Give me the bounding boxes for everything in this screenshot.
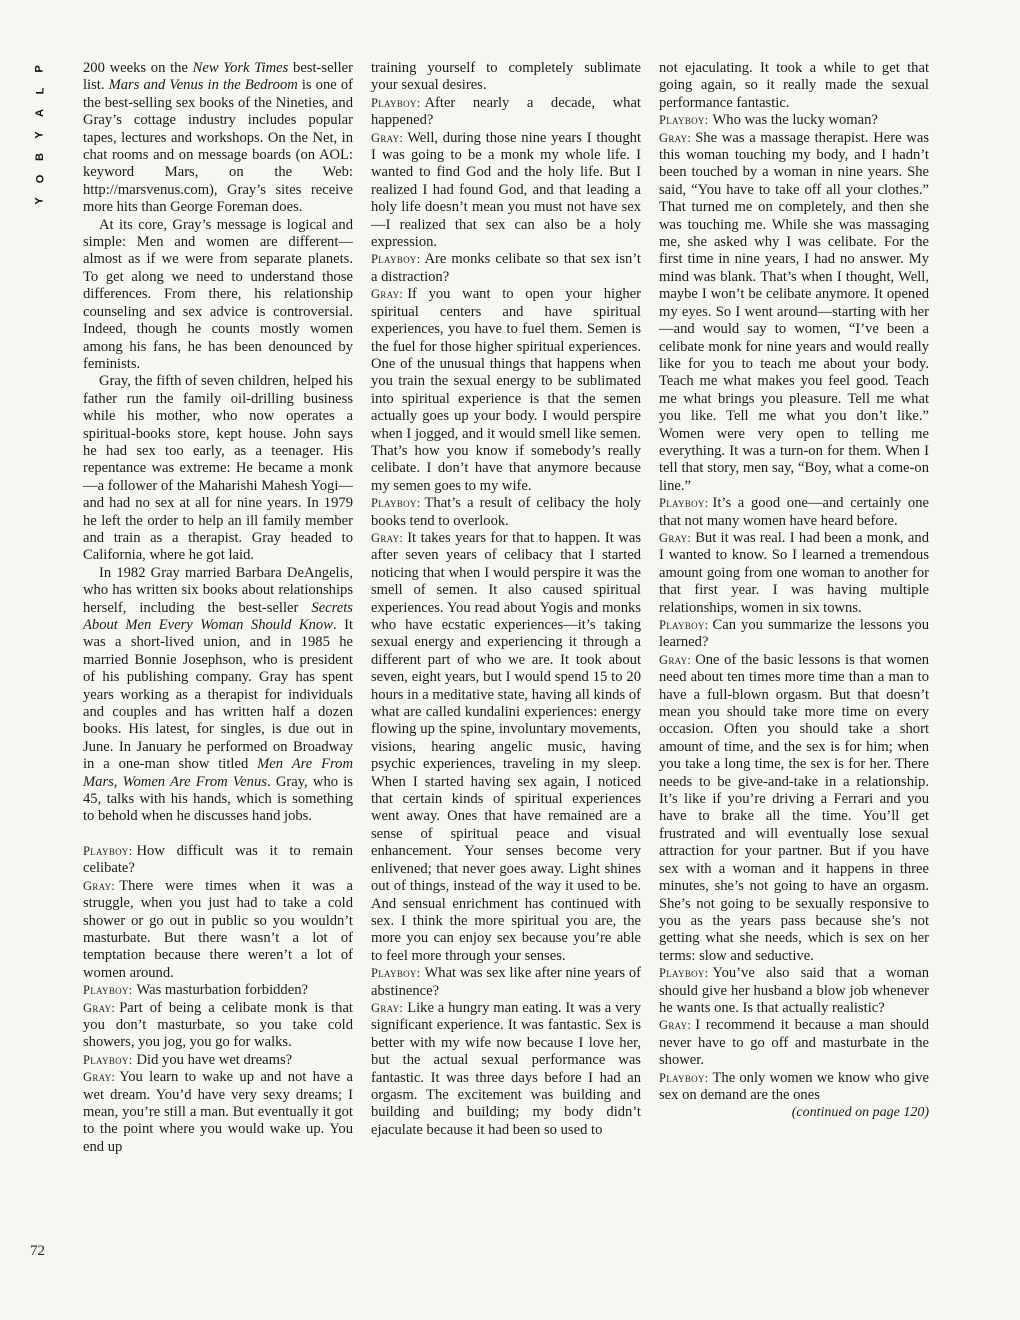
speaker-text: It’s a good one—and certainly one that not many women have heard before. (659, 495, 929, 529)
masthead-vertical (27, 58, 53, 212)
interview-line (659, 617, 929, 652)
interview-line (659, 1017, 929, 1069)
column-2 (371, 60, 641, 1139)
masthead-letter: Y (34, 131, 46, 139)
text-run: In 1982 Gray married Barbara DeAngelis, who has written six books about relationships herself, including the best-seller (83, 564, 353, 616)
speaker-label: Playboy: (659, 618, 709, 632)
interview-line (659, 965, 929, 1017)
interview-line (83, 878, 353, 982)
speaker-text: Did you have wet dreams? (136, 1051, 293, 1068)
speaker-text: Was masturbation forbidden? (136, 982, 308, 999)
interview-line (659, 495, 929, 530)
speaker-text: That’s a result of celibacy the holy books tend to overlook. (371, 495, 641, 529)
speaker-label: Playboy: (83, 1052, 133, 1067)
speaker-label: Playboy: (371, 252, 421, 267)
interview-line (371, 965, 641, 1000)
speaker-label: Gray: (83, 878, 116, 893)
column-2-lead: training yourself to completely sublimate your sexual desires. (371, 60, 641, 94)
intro-paragraph-4 (83, 565, 353, 826)
speaker-text: Well, during those nine years I thought I was going to be a monk my whole life. I wanted to find God and the holy life. But I realized I had found God, and that leading a holy life doesn’t mean you must not have sex—I realized that sex can also be a holy expression. (371, 129, 641, 251)
speaker-text: You learn to wake up and not have a wet dream. You’d have very sexy dreams; I mean, you’re still a man. But eventually it got to the point where you would wake up. You end up (83, 1069, 353, 1155)
masthead-letter: P (34, 65, 46, 73)
speaker-label: Playboy: (659, 966, 709, 981)
intro-paragraph-2 (83, 217, 353, 374)
interview-block-1 (83, 843, 353, 1156)
speaker-text: She was a massage therapist. Here was this woman touching my body, and I hadn’t been touched by a woman in nine years. She said, “You have to take off all your clothes.” That turned me on completely, and then she was touching me. While she was massaging me, she asked why I was celibate. For the first time in nine years, I had no answer. My mind was blank. That’s when I thought, Well, maybe I won’t be celibate anymore. It opened my eyes. So I went around—starting with her—and would say to women, “I’ve been a celibate monk for nine years and would really like for you to teach me about your body. Teach me what makes you feel good. Teach me what brings you pleasure. Tell me what you like. Tell me what you don’t like.” Women were very open to telling me everything. It was a turn-on for them. When I tell that story, men say, “Boy, what a come-on line.” (659, 129, 929, 494)
text-run: is one of the best-selling sex books of the Nineties, and Gray’s cottage industry includes popular tapes, lectures and workshops. On the Net, in chat rooms and on message boards (on AOL: keyword Mars, on the Web: http://marsvenus.com), Gray’s sites receive more hits than George Foreman does. (83, 77, 353, 216)
masthead-letter: Y (34, 197, 46, 205)
speaker-label: Gray: (371, 530, 404, 545)
speaker-label: Playboy: (83, 843, 133, 858)
speaker-label: Gray: (371, 130, 404, 145)
masthead-letter: O (34, 174, 46, 184)
interview-line (83, 1000, 353, 1052)
interview-line (659, 1070, 929, 1105)
speaker-text: Part of being a celibate monk is that you don’t masturbate, so you take cold showers, you jog, you go for walks. (83, 999, 353, 1051)
speaker-label: Gray: (83, 1000, 116, 1015)
speaker-text: You’ve also said that a woman should give her husband a blow job whenever he wants one. Is that actually realistic? (659, 965, 929, 1016)
text-run: best-seller list. (83, 60, 353, 94)
masthead-letter: A (33, 109, 46, 117)
speaker-text: Can you summarize the lessons you learned? (659, 617, 929, 651)
interview-line (83, 843, 353, 878)
speaker-label: Playboy: (83, 983, 133, 998)
speaker-text: After nearly a decade, what happened? (371, 94, 641, 129)
speaker-text: Like a hungry man eating. It was a very significant experience. It was fantastic. Sex is better with my wife now because I love her, but the actual sexual performance was fantastic. It was three days before I had an orgasm. The excitement was building and building and building; my body didn’t ejaculate because it had been so used to (371, 999, 641, 1138)
speaker-text: If you want to open your higher spiritual centers and have spiritual experiences, you have to fuel them. Semen is the fuel for those higher spiritual experiences. One of the unusual things that happens when you train the sexual energy to be sublimated into spiritual experience is that the semen actually goes up your body. I would perspire when I jogged, and it would smell like semen. That’s how you know if somebody’s really celibate. I don’t have that anymore because my semen goes to my wife. (371, 286, 641, 494)
italic-title: New York Times (192, 60, 289, 76)
speaker-text: One of the basic lessons is that women need about ten times more time than a man to have a full-blown orgasm. But that doesn’t mean you should take more time on every occasion. Often you should take a short amount of time, and the sex is for him; when you take a long time, the sex is for her. There needs to be give-and-take in a relationship. It’s like if you’re driving a Ferrari and you have to brake all the time. You’ll get frustrated and will eventually lose sexual attraction for your partner. But if you have sex with a woman and it happens in three minutes, she’s not going to have an orgasm. She’s not going to be sexually responsive to you as the years pass because she’s not getting what she needs, which is sex on her terms: slow and seductive. (659, 651, 929, 964)
intro-paragraph-1 (83, 60, 353, 217)
column-3 (659, 60, 929, 1122)
interview-line (371, 530, 641, 965)
speaker-label: Gray: (659, 530, 692, 545)
speaker-text: What was sex like after nine years of abstinence? (371, 965, 641, 999)
interview-line (659, 112, 929, 129)
speaker-text: Who was the lucky woman? (712, 112, 878, 129)
speaker-label: Gray: (371, 1000, 404, 1015)
speaker-label: Gray: (659, 130, 692, 145)
speaker-label: Gray: (659, 652, 692, 667)
speaker-text: There were times when it was a struggle, when you just had to take a cold shower or go out in public so you wouldn’t masturbate. But there wasn’t a lot of temptation because there weren’t a lot of women around. (83, 877, 353, 981)
page-number: 72 (30, 1243, 45, 1259)
interview-line (659, 530, 929, 617)
speaker-label: Playboy: (371, 95, 421, 110)
text-run: Gray, the fifth of seven children, helped his father run the family oil-drilling business while his mother, who now operates a spiritual-books store, kept house. John says he had sex too early, as a teenager. His repentance was extreme: He became a monk—a follower of the Maharishi Mahesh Yogi—and had no sex at all for nine years. In 1979 he left the order to help an ill family member and train as a therapist. Gray headed to California, where he got laid. (83, 373, 353, 564)
interview-line (371, 251, 641, 286)
interview-line (371, 1000, 641, 1139)
speaker-label: Playboy: (371, 966, 421, 981)
column-3-lead: not ejaculating. It took a while to get that going again, so it really made the sexual performance fantastic. (659, 60, 929, 111)
speaker-label: Gray: (371, 287, 404, 302)
column-1 (83, 60, 353, 1156)
italic-title: Secrets About Men Every Woman Should Know (83, 599, 353, 633)
masthead-letter: L (33, 87, 46, 95)
interview-block-3 (659, 112, 929, 1104)
text-run: 200 weeks on the (83, 60, 193, 76)
speaker-text: Are monks celibate so that sex isn’t a distraction? (371, 251, 641, 285)
speaker-text: I recommend it because a man should never have to go off and masturbate in the shower. (659, 1017, 929, 1069)
text-run: At its core, Gray’s message is logical and simple: Men and women are different—almost as if we were from separate planets. To get along we need to understand those differences. From there, his relationship counseling and sex advice is controversial. Indeed, though he counts mostly women among his fans, he has been denounced by feminists. (83, 216, 353, 372)
speaker-label: Playboy: (659, 1070, 709, 1085)
continued-note: (continued on page 120) (791, 1105, 929, 1121)
interview-line (659, 652, 929, 965)
speaker-text: The only women we know who give sex on demand are the ones (659, 1069, 929, 1103)
interview-line (371, 95, 641, 130)
speaker-label: Playboy: (371, 496, 421, 511)
interview-line (83, 1069, 353, 1156)
speaker-text: How difficult was it to remain celibate? (83, 842, 353, 877)
masthead-letter: B (33, 153, 46, 161)
speaker-label: Gray: (83, 1070, 116, 1085)
interview-block-2 (371, 95, 641, 1139)
interview-line (371, 286, 641, 495)
intro-paragraph-3 (83, 373, 353, 564)
italic-title: Mars and Venus in the Bedroom (108, 77, 298, 94)
italic-title: Men Are From Mars, Women Are From Venus (83, 756, 353, 790)
interview-line (659, 130, 929, 496)
interview-line (83, 1052, 353, 1069)
speaker-text: It takes years for that to happen. It was after seven years of celibacy that I started noticing that when I would perspire it was the smell of semen. It also caused spiritual experiences. You read about Yogis and monks who have ecstatic experiences—it’s taking sexual energy and experiencing it through a different part of who we are. It took about seven, eight years, but I would spend 15 to 20 hours in a meditative state, having all kinds of what are called kundalini experiences: energy flowing up the spine, involuntary movements, visions, hearing angelic music, having psychic experiences, traveling in my sleep. When I started having sex again, I noticed that certain kinds of spiritual experiences went away. Ones that have remained are a sense of spiritual peace and visual enhancement. Your senses become very enlivened; that never goes away. Light shines out of things, instead of the way it used to be. And sensual enrichment has continued with sex. I think the more spiritual you are, the more you can enjoy sex because you’re able to feel more through your senses. (371, 529, 641, 964)
speaker-label: Playboy: (659, 496, 709, 511)
speaker-label: Gray: (659, 1018, 692, 1033)
interview-line (371, 130, 641, 252)
interview-line (83, 982, 353, 999)
speaker-label: Playboy: (659, 113, 709, 128)
text-run: . It was a short-lived union, and in 1985 he married Bonnie Josephson, who is president of his publishing company. Gray has spent years working as a therapist for individuals and couples and has written half a dozen books. His latest, for singles, is due out in June. In January he performed on Broadway in a one-man show titled (83, 617, 353, 773)
interview-line (371, 495, 641, 530)
text-run: . Gray, who is 45, talks with his hands, which is something to behold when he discusses hand jobs. (83, 773, 353, 825)
speaker-text: But it was real. I had been a monk, and I wanted to know. So I learned a tremendous amount going from one woman to another for that first year. I was having multiple relationships, women in six towns. (659, 529, 929, 616)
